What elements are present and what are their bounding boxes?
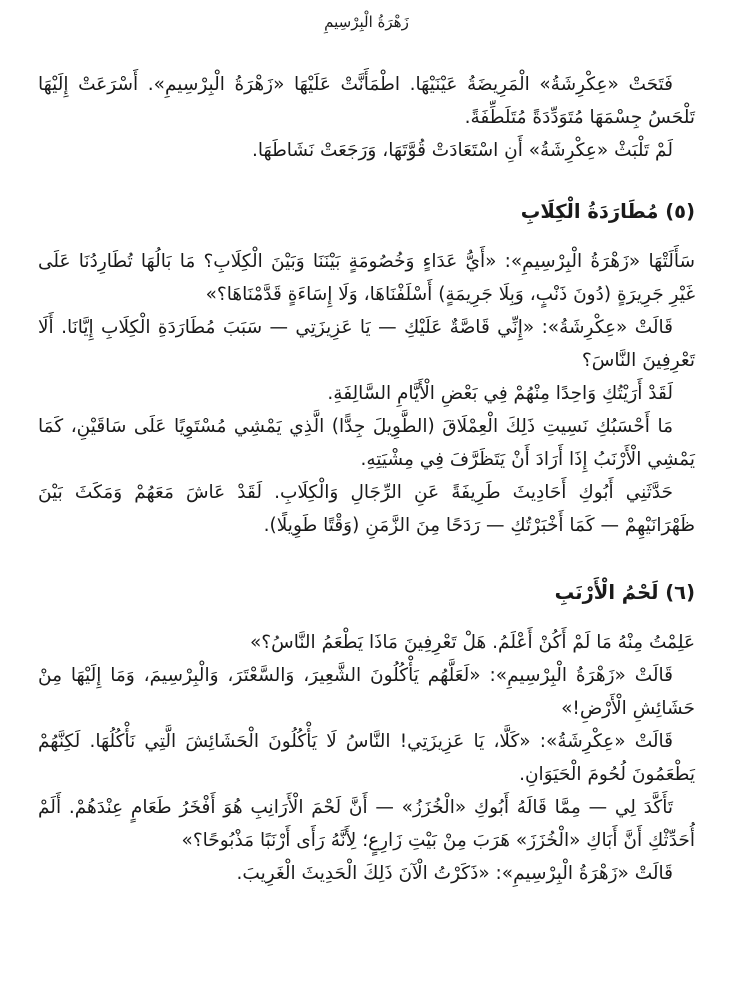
paragraph: سَأَلَتْهَا «زَهْرَةُ الْبِرْسِيمِ»: «أَيُّ عَدَاءٍ وَخُصُومَةٍ بَيْنَنَا وَبَيْنَ الْكِلَابِ؟ مَا بَالُهَا تُطَارِدُنَا عَلَى غَيْرِ جَرِيرَةٍ (دُونَ ذَنْبٍ، وَبِلَا جَرِيمَةٍ) أَسْلَفْنَاهَا، وَلَا إِسَاءَةٍ قَدَّمْنَاهَا؟»	[38, 251, 695, 305]
section-heading: (٥) مُطَارَدَةُ الْكِلَابِ	[520, 200, 695, 223]
paragraph: مَا أَحْسَبُكِ نَسِيتِ ذَلِكَ الْعِمْلَاقَ (الطَّوِيلَ جِدًّا) الَّذِي يَمْشِي مُسْتَوِيًا عَلَى سَاقَيْنِ، كَمَا يَمْشِي الْأَرْنَبُ إِذَا أَرَادَ أَنْ يَتَظَرَّفَ فِي مِشْيَتِهِ.	[38, 416, 695, 470]
section-5-body	[38, 245, 695, 542]
section-6-body	[38, 626, 695, 890]
paragraph: لَمْ تَلْبَثْ «عِكْرِشَةُ» أَنِ اسْتَعَادَتْ قُوَّتَهَا، وَرَجَعَتْ نَشَاطَهَا.	[252, 140, 673, 161]
paragraph: لَقَدْ أَرَيْتُكِ وَاحِدًا مِنْهُمْ فِي بَعْضِ الْأَيَّامِ السَّالِفَةِ.	[327, 383, 673, 404]
paragraph: عَلِمْتُ مِنْهُ مَا لَمْ أَكُنْ أَعْلَمُ. هَلْ تَعْرِفِينَ مَاذَا يَطْعَمُ النَّاسُ؟»	[249, 632, 695, 653]
opening-section	[38, 68, 695, 167]
section-heading: (٦) لَحْمُ الْأَرْنَبِ	[554, 581, 695, 604]
paragraph: قَالَتْ «عِكْرِشَةُ»: «كَلَّا، يَا عَزِيزَتِي! النَّاسُ لَا يَأْكُلُونَ الْحَشَائِشَ الَّتِي نَأْكُلُهَا. لَكِنَّهُمْ يَطْعَمُونَ لُحُومَ الْحَيَوَانِ.	[38, 731, 695, 785]
paragraph: فَتَحَتْ «عِكْرِشَةُ» الْمَرِيضَةُ عَيْنَيْهَا. اطْمَأَنَّتْ عَلَيْهَا «زَهْرَةُ الْبِرْسِيمِ». أَسْرَعَتْ إِلَيْهَا تَلْحَسُ جِسْمَهَا مُتَوَدِّدَةً مُتَلَطِّفَةً.	[38, 74, 695, 128]
paragraph: قَالَتْ «زَهْرَةُ الْبِرْسِيمِ»: «ذَكَرْتُ الْآنَ ذَلِكَ الْحَدِيثَ الْغَرِيبَ.	[236, 863, 673, 884]
running-head: زَهْرَةُ الْبِرْسِيمِ	[324, 13, 409, 31]
paragraph: تَأَكَّدَ لِي — مِمَّا قَالَهُ أَبُوكِ «الْخُزَزُ» — أَنَّ لَحْمَ الْأَرَانِبِ هُوَ أَفْخَرُ طَعَامٍ عِنْدَهُمْ. أَلَمْ أُحَدِّثْكِ أَنَّ أَبَاكِ «الْخُزَزَ» هَرَبَ مِنْ بَيْتِ زَارِعٍ؛ لِأَنَّهُ رَأَى أَرْنَبًا مَذْبُوحًا؟»	[38, 797, 695, 851]
paragraph: حَدَّثَنِي أَبُوكِ أَحَادِيثَ طَرِيفَةً عَنِ الرِّجَالِ وَالْكِلَابِ. لَقَدْ عَاشَ مَعَهُمْ وَمَكَثَ بَيْنَ ظَهْرَانَيْهِمْ — كَمَا أَخْبَرْتُكِ — رَدَحًا مِنَ الزَّمَنِ (وَقْتًا طَوِيلًا).	[38, 482, 695, 536]
paragraph: قَالَتْ «عِكْرِشَةُ»: «إِنِّي قَاصَّةٌ عَلَيْكِ — يَا عَزِيزَتِي — سَبَبَ مُطَارَدَةِ الْكِلَابِ إِيَّانَا. أَلَا تَعْرِفِينَ النَّاسَ؟	[38, 317, 695, 371]
book-page	[38, 0, 695, 1000]
paragraph: قَالَتْ «زَهْرَةُ الْبِرْسِيمِ»: «لَعَلَّهُم يَأْكُلُونَ الشَّعِيرَ، وَالسَّعْتَرَ، وَالْبِرْسِيمَ، وَمَا إِلَيْهَا مِنْ حَشَائِشِ الْأَرْضِ!»	[38, 665, 695, 719]
